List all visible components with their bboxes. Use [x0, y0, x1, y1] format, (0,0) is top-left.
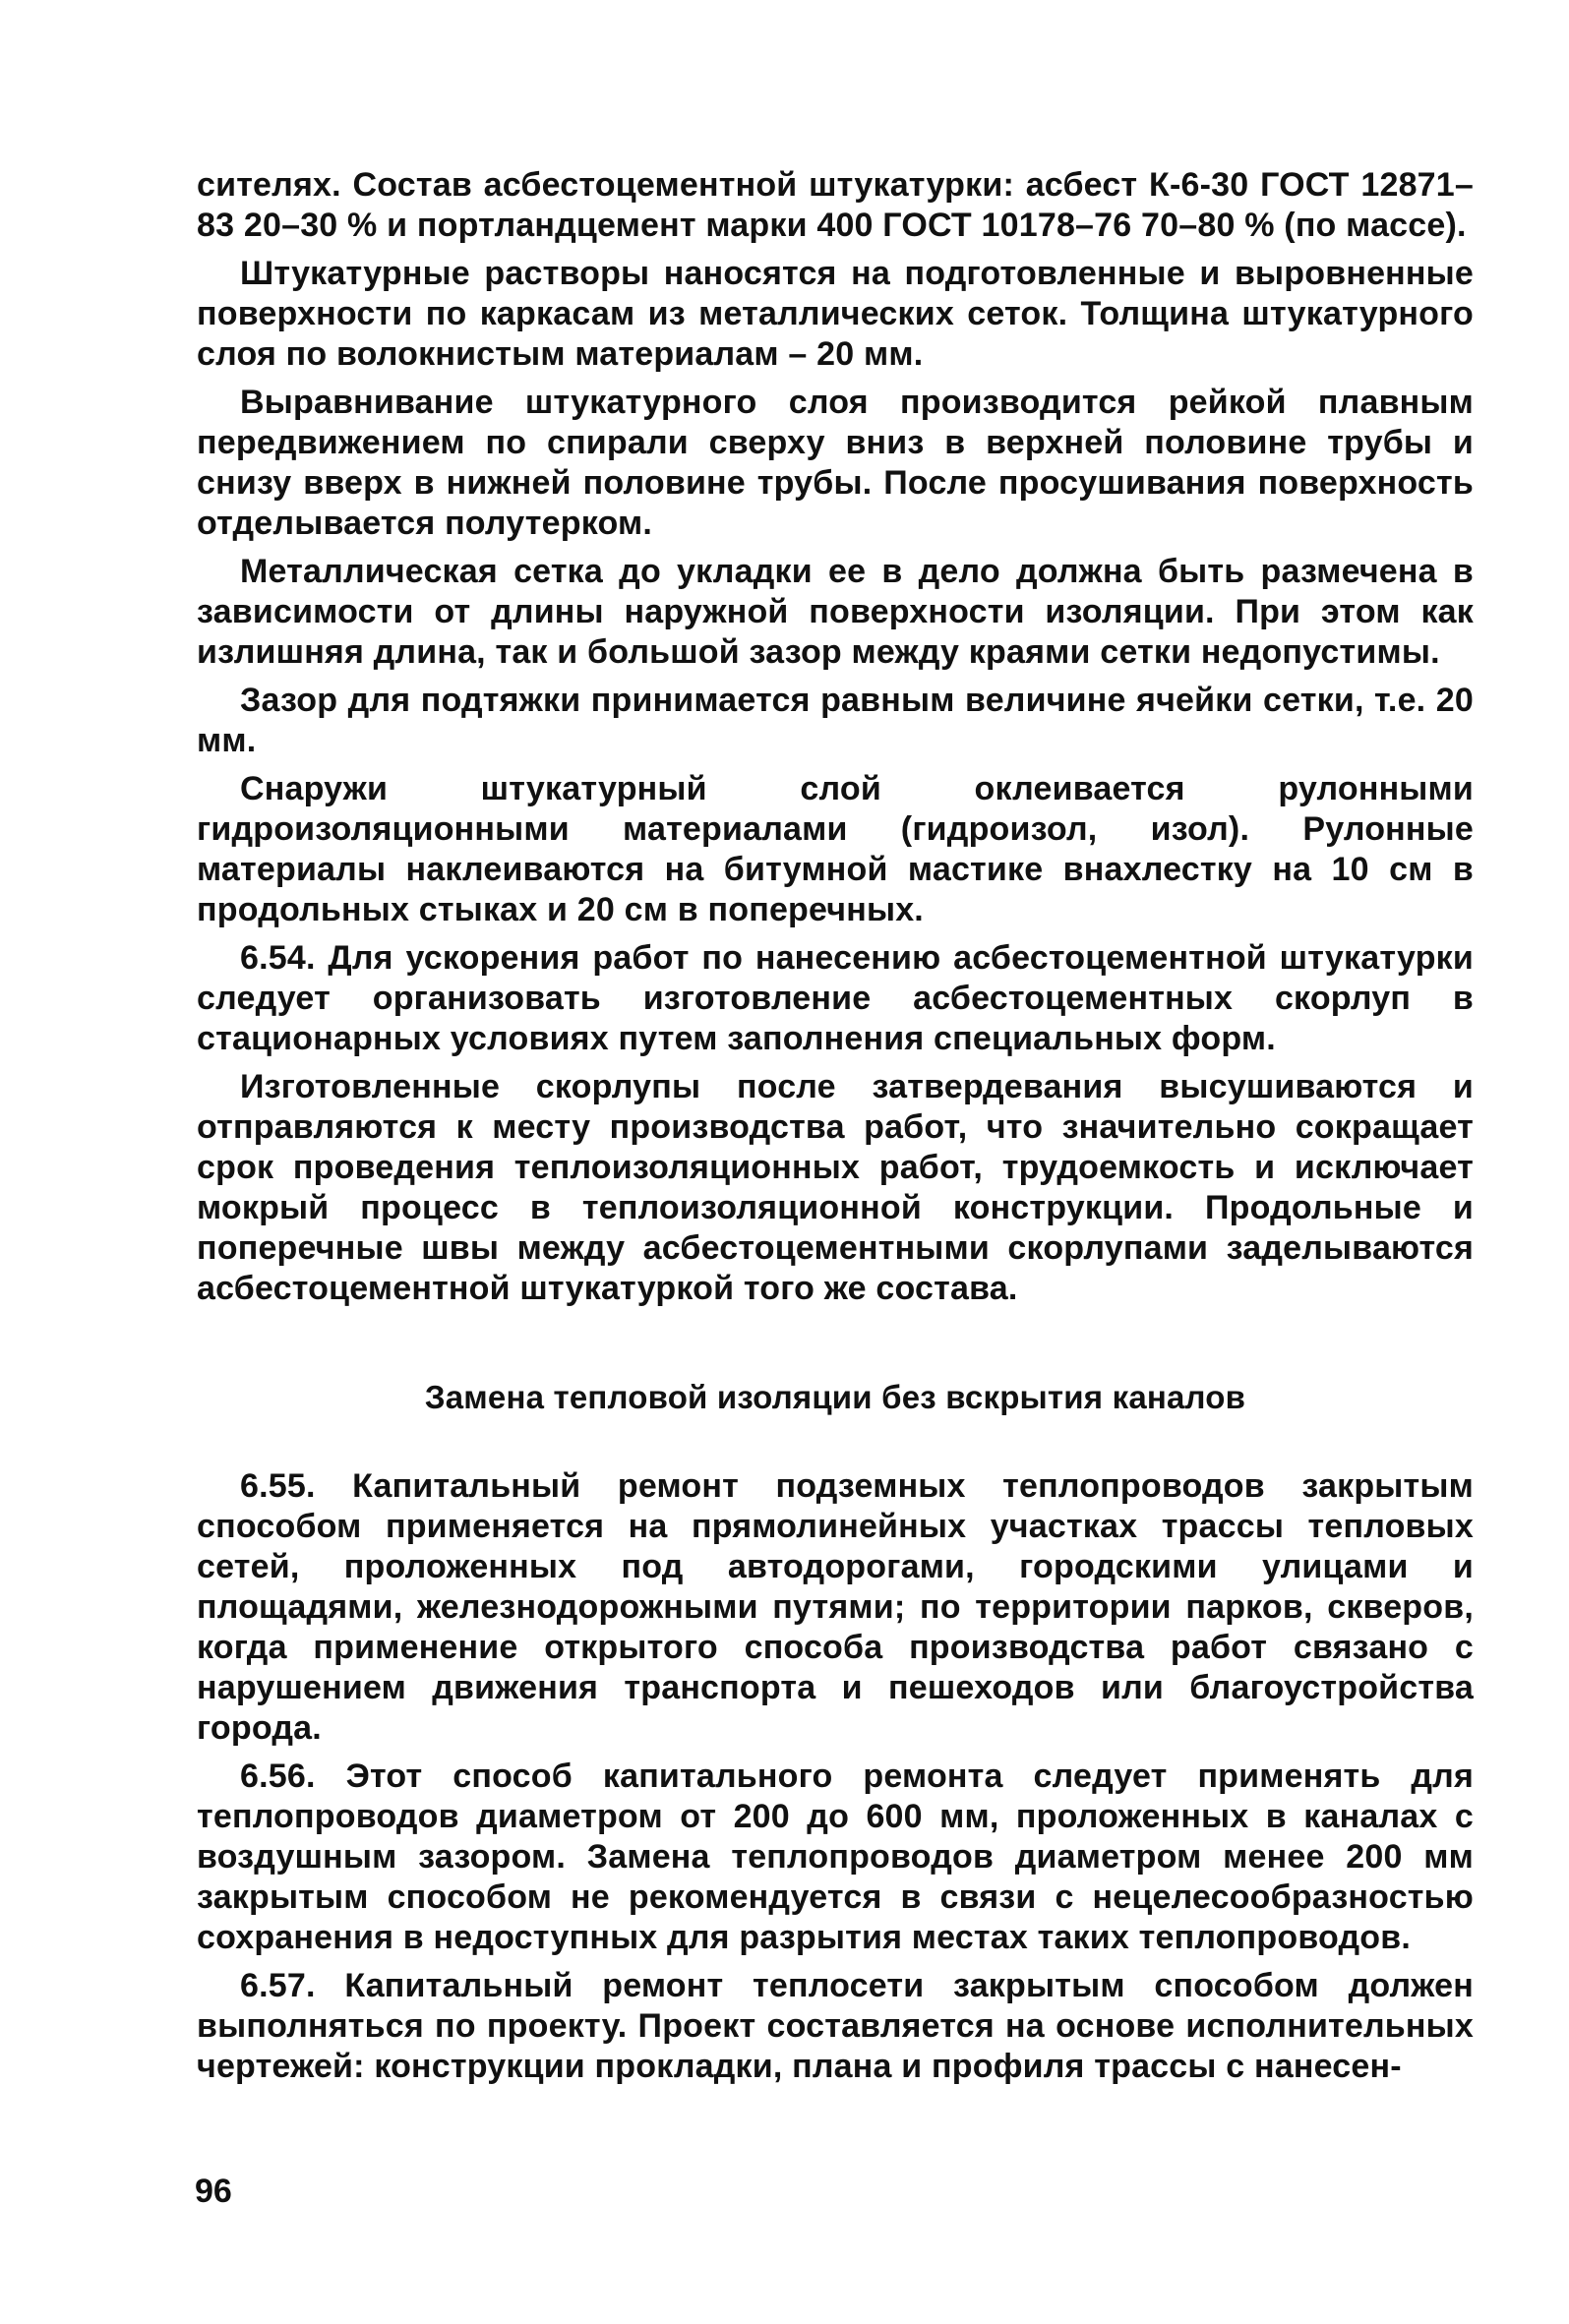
paragraph-text: Этот способ капитального ремонта следует применять для теплопроводов диаметром от 200 до 600 мм, проложенных в каналах с воздушным зазором. Замена теплопроводов диаметром менее 200 мм закрытым способом не рекомендуется в связи с нецелесообразностью сохранения в недоступных для разрытия местах таких теплопроводов. — [197, 1758, 1474, 1956]
paragraph-text: Металлическая сетка до укладки ее в дело должна быть размечена в зависимости от длины наружной поверхности изоляции. При этом как излишняя длина, так и большой зазор между краями сетки недопустимы. — [197, 553, 1474, 671]
paragraph-text: Зазор для подтяжки принимается равным величине ячейки сетки, т.е. 20 мм. — [197, 682, 1474, 759]
paragraph-asbestos-composition — [197, 165, 1474, 246]
paragraph-shells — [197, 1067, 1474, 1309]
paragraph-6-55 — [197, 1466, 1474, 1749]
paragraph-text: Снаружи штукатурный слой оклеивается рулонными гидроизоляционными материалами (гидроизол, изол). Рулонные материалы наклеиваются на битумной мастике внахлестку на 10 см в продольных стыках и 20 см в поперечных. — [197, 770, 1474, 928]
paragraph-number: 6.54. — [240, 939, 316, 977]
paragraph-6-56 — [197, 1757, 1474, 1958]
paragraph-6-57 — [197, 1966, 1474, 2087]
paragraph-text: Для ускорения работ по нанесению асбестоцементной штукатурки следует организовать изготовление асбестоцементных скорлуп в стационарных условиях путем заполнения специальных форм. — [197, 939, 1474, 1057]
paragraph-waterproofing — [197, 769, 1474, 930]
body-text — [197, 165, 1474, 2095]
paragraph-plaster-application — [197, 254, 1474, 375]
paragraph-text: сителях. Состав асбестоцементной штукатурки: асбест К-6-30 ГОСТ 12871–83 20–30 % и портландцемент марки 400 ГОСТ 10178–76 70–80 % (по массе). — [197, 166, 1474, 244]
paragraph-number: 6.55. — [240, 1467, 316, 1505]
paragraph-number: 6.56. — [240, 1758, 316, 1795]
paragraph-gap — [197, 681, 1474, 761]
paragraph-text: Штукатурные растворы наносятся на подготовленные и выровненные поверхности по каркасам из металлических сеток. Толщина штукатурного слоя по волокнистым материалам – 20 мм. — [197, 255, 1474, 373]
section-heading: Замена тепловой изоляции без вскрытия каналов — [424, 1379, 1246, 1415]
paragraph-leveling — [197, 383, 1474, 544]
page-number: 96 — [195, 2173, 232, 2210]
paragraph-text: Капитальный ремонт подземных теплопроводов закрытым способом применяется на прямолинейных участках трассы тепловых сетей, проложенных под автодорогами, городскими улицами и площадями, железнодорожными путями; по территории парков, скверов, когда применение открытого способа производства работ связано с нарушением движения транспорта и пешеходов или благоустройства города. — [197, 1467, 1474, 1747]
paragraph-number: 6.57. — [240, 1967, 316, 2004]
paragraph-metal-mesh — [197, 552, 1474, 673]
paragraph-text: Выравнивание штукатурного слоя производится рейкой плавным передвижением по спирали сверху вниз в верхней половине трубы и снизу вверх в нижней половине трубы. После просушивания поверхность отделывается полутерком. — [197, 384, 1474, 542]
paragraph-6-54 — [197, 938, 1474, 1059]
paragraph-text: Капитальный ремонт теплосети закрытым способом должен выполняться по проекту. Проект составляется на основе исполнительных чертежей: конструкции прокладки, плана и профиля трассы с нанесен- — [197, 1967, 1474, 2085]
paragraph-text: Изготовленные скорлупы после затвердевания высушиваются и отправляются к месту производства работ, что значительно сокращает срок проведения теплоизоляционных работ, трудоемкость и исключает мокрый процесс в теплоизоляционной конструкции. Продольные и поперечные швы между асбестоцементными скорлупами заделываются асбестоцементной штукатуркой того же состава. — [197, 1068, 1474, 1307]
